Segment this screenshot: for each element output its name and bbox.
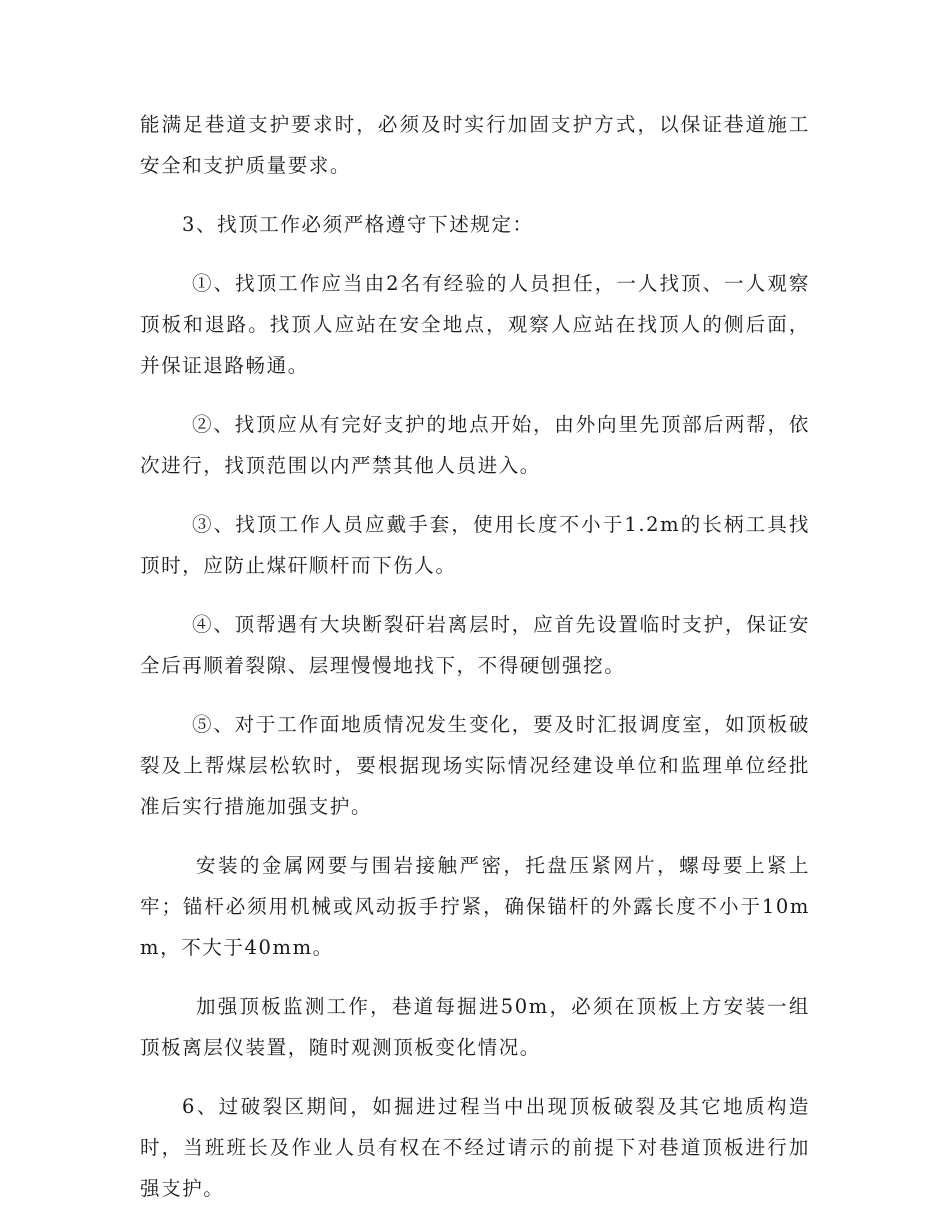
paragraph-item-2: ②、找顶应从有完好支护的地点开始，由外向里先顶部后两帮，依次进行，找顶范围以内严禁其他人员进入。 [140,413,810,477]
paragraph-item-1: ①、找顶工作应当由2名有经验的人员担任，一人找顶、一人观察顶板和退路。找顶人应站在安全地点，观察人应站在找顶人的侧后面，并保证退路畅通。 [140,272,810,377]
paragraph-mesh-install: 安装的金属网要与围岩接触严密，托盘压紧网片，螺母要上紧上牢；锚杆必须用机械或风动扳手拧紧，确保锚杆的外露长度不小于10mm，不大于40mm。 [140,854,810,959]
paragraph-continuation: 能满足巷道支护要求时，必须及时实行加固支护方式，以保证巷道施工安全和支护质量要求。 [140,113,810,177]
paragraph-item-4: ④、顶帮遇有大块断裂矸岩离层时，应首先设置临时支护，保证安全后再顺着裂隙、层理慢慢地找下，不得硬刨强挖。 [140,613,810,677]
paragraph-roof-monitoring: 加强顶板监测工作，巷道每掘进50m，必须在顶板上方安装一组顶板离层仪装置，随时观测顶板变化情况。 [140,995,810,1059]
paragraph-rule-3: 3、找顶工作必须严格遵守下述规定： [182,213,534,236]
paragraph-rule-6: 6、过破裂区期间，如掘进过程当中出现顶板破裂及其它地质构造时，当班班长及作业人员有权在不经过请示的前提下对巷道顶板进行加强支护。 [140,1095,810,1200]
paragraph-item-5: ⑤、对于工作面地质情况发生变化，要及时汇报调度室，如顶板破裂及上帮煤层松软时，要根据现场实际情况经建设单位和监理单位经批准后实行措施加强支护。 [140,713,810,818]
paragraph-item-3: ③、找顶工作人员应戴手套，使用长度不小于1.2m的长柄工具找顶时，应防止煤矸顺杆而下伤人。 [140,513,810,577]
